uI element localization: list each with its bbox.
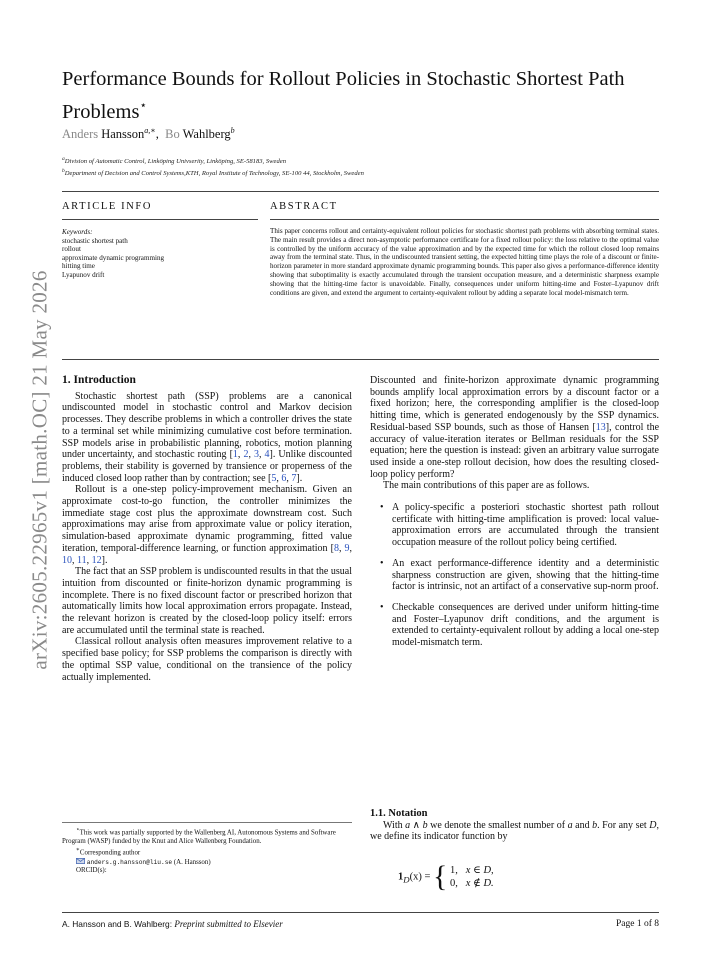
intro-paragraph-1: Stochastic shortest path (SSP) problems are a canonical undiscounted model in stochastic control and Markov decision processes. They describe problems in which a controller drives the state to a terminal set while minimizing cumulative cost before termination. SSP models arise in probabilistic planning, robotics, motion planning under uncertainty, and stochastic routing [1, 2, 3, 4]. Unlike discounted problems, their stability is governed by transience or properness of the induced closed loop rather than by contraction; see [5, 6, 7]. (62, 390, 353, 484)
abstract-divider (270, 219, 659, 220)
footnote-divider (62, 822, 352, 823)
contributions-list (370, 502, 659, 649)
envelope-icon (76, 858, 85, 864)
footer-note: Preprint submitted to Elsevier (174, 919, 283, 929)
corresponding-footnote: ∗Corresponding author (76, 847, 141, 857)
right-column (370, 375, 659, 658)
case-row-1: 1, x ∈ D, (450, 865, 494, 876)
keyword: stochastic shortest path (62, 236, 128, 245)
author-2-last: Wahlberg (182, 127, 231, 142)
cases-brace: { (433, 860, 448, 893)
email-link[interactable]: anders.g.hansson@liu.se (86, 858, 173, 866)
left-column (62, 375, 352, 683)
keyword: Lyapunov drift (62, 270, 105, 279)
citation-link[interactable]: 12 (91, 554, 102, 566)
affiliation-a-text: Division of Automatic Control, Linköping Univserity, Linköping, SE-58183, Sweden (64, 158, 286, 166)
author-list: Anders Hansson$^{a,∗}$, Bo Wahlberg$^b$ (62, 126, 235, 142)
case-row-2: 0, x ∉ D. (450, 878, 494, 889)
keyword: approximate dynamic programming (62, 253, 165, 262)
citation-link[interactable]: 8 (333, 542, 339, 554)
intro-paragraph-3: The fact that an SSP problem is undiscounted results in that the usual intuition from discounted or finite-horizon dynamic programming is incomplete. There is no fixed discount factor or prescribed horizon that automatically limits how local approximation errors propagate. Instead, the relevant horizon is created by the closed-loop policy itself: errors are accumulated until the terminal state is reached. (62, 566, 352, 636)
citation-link[interactable]: 9 (344, 542, 350, 554)
keywords-block: Keywords: stochastic shortest path rollout approximate dynamic programming hitting time Lyapunov drift (62, 228, 262, 280)
author-1-first: Anders (62, 127, 99, 142)
list-item: • Checkable consequences are derived under uniform hitting-time and Foster–Lyapunov drift conditions, and the argument is extended to certainty-equivalent rollout by adding a local one-step model-mismatch term. (370, 602, 659, 649)
notation-section (370, 808, 659, 843)
author-2-sup: b (230, 126, 235, 135)
author-1-last: Hansson (101, 127, 145, 142)
page-number: Page 1 of 8 (615, 919, 659, 929)
paper-title (62, 66, 662, 125)
orcid-line: ORCID(s): (76, 867, 107, 875)
top-divider (62, 191, 659, 192)
footnotes (62, 826, 352, 876)
author-1-sup: a,∗ (144, 126, 156, 135)
abstract-bottom-divider (62, 359, 659, 360)
citation-link[interactable]: 2 (243, 449, 249, 461)
citation-link[interactable]: 6 (281, 472, 287, 484)
notation-heading: 1.1. Notation (370, 808, 428, 819)
affiliation-a-sup: a (62, 156, 65, 162)
article-info-heading: ARTICLE INFO (62, 201, 153, 212)
abstract-text: This paper concerns rollout and certainty-equivalent rollout policies for stochastic shortest path problems with absorbing terminal states. The main result provides a direct non-asymptotic performance certificate for a fixed rollout policy: the loss relative to the optimal value is controlled by the uniform accuracy of the value approximation and by the expected time for which the rollout closed loop remains away from the terminal state. Thus, in the undiscounted transient setting, the expected hitting time plays the role of a discount or finite-horizon parameter in more standard approximate dynamic programming bounds. This paper also gives a performance-difference identity showing that suboptimality is exactly accumulated through the transient occupation measure, and a deterministic sharpness example showing that the hitting-time factor is unavoidable. Finally, consequences under uniform hitting-time and Foster–Lyapunov drift conditions are given, and extend the argument to certainty-equivalent rollout by adding a separate local model-mismatch term. (270, 227, 659, 297)
indicator-formula (398, 862, 494, 892)
intro-paragraph-4: Classical rollout analysis often measures improvement relative to a specified base policy; for SSP problems the comparison is directly with the optimal SSP value, conditional on the transience of the policy actually implemented. (62, 636, 352, 683)
indicator-argument: (x) = (409, 871, 431, 883)
keywords-label: Keywords (62, 228, 91, 236)
cases (450, 864, 494, 890)
indicator-subscript: D (403, 874, 410, 885)
article-info-divider (62, 219, 258, 220)
affiliation-b-text: Department of Decision and Control Systems,KTH, Royal Institute of Technology, SE-100 44, Stockholm, Sweden (64, 170, 364, 178)
affiliation-b (62, 168, 364, 177)
affiliation-a (62, 156, 286, 165)
author-2-first: Bo (165, 127, 180, 142)
introduction-heading: 1. Introduction (62, 374, 136, 386)
indicator-symbol: 1 (398, 871, 404, 883)
list-item: • An exact performance-difference identity and a deterministic sharpness construction are given, showing that the hitting-time factor is intrinsic, not an artifact of a conservative sup-norm proof. (370, 558, 659, 593)
funding-footnote: ⋆This work was partially supported by the Wallenberg AI, Autonomous Systems and Software Program (WASP) funded by the Knut and Alice Wallenberg Foundation. (62, 827, 336, 845)
keyword: rollout (62, 245, 81, 254)
citation-link[interactable]: 5 (271, 472, 277, 484)
footer-authors: A. Hansson and B. Wahlberg: (62, 919, 175, 929)
arxiv-stamp (20, 260, 60, 680)
title-footnote-mark: ⋆ (139, 98, 147, 112)
citation-link[interactable]: 7 (291, 472, 297, 484)
citation-link[interactable]: 13 (595, 421, 606, 433)
footer-divider (62, 912, 659, 913)
citation-link[interactable]: 10 (62, 554, 72, 566)
list-item: • A policy-specific a posteriori stochastic shortest path rollout certificate with hitting-time amplification is proved: local value-approximation errors are accumulated through the transient occupation measure of the rollout policy being certified. (370, 502, 659, 549)
citation-link[interactable]: 4 (264, 449, 270, 461)
email-line: anders.g.hansson@liu.se (A. Hansson) (62, 858, 352, 867)
citation-link[interactable]: 3 (254, 449, 259, 461)
contributions-intro: The main contributions of this paper are as follows. (383, 480, 590, 492)
intro-paragraph-2: Rollout is a one-step policy-improvement mechanism. Given an approximate cost-to-go function, the controller minimizes the immediate stage cost plus the approximate downstream cost. Such approximations may arise from approximate value or policy iteration, simulation-based approximate dynamic programming, fitted value iteration, temporal-difference learning, or function approximation [8, 9, 10, 11, 12]. (62, 484, 353, 566)
citation-link[interactable]: 11 (77, 554, 87, 566)
intro-paragraph-5: Discounted and finite-horizon approximate dynamic programming bounds amplify local approximation errors by a discount factor or a fixed horizon; here, the corresponding amplifier is the closed-loop hitting time, which is generated endogenously by the SSP dynamics. Residual-based SSP bounds, such as those of Hansen [13], control the accuracy of value-iteration iterates or Bellman residuals for the SSP equation; here the question is instead: given an arbitrary value surrogate used inside a one-step rollout decision, how does the resulting closed-loop policy perform? (370, 375, 660, 480)
keyword: hitting time (62, 262, 95, 271)
footer-left (62, 919, 283, 929)
notation-paragraph: With a ∧ b we denote the smallest number of a and b. For any set D, we define its indicator function by (370, 819, 659, 843)
arxiv-stamp-text: arXiv:2605.22965v1 [math.OC] 21 May 2026 (27, 270, 52, 670)
paper-title-text: Performance Bounds for Rollout Policies in Stochastic Shortest Path Problems (62, 68, 625, 123)
abstract-heading: ABSTRACT (270, 201, 338, 212)
citation-link[interactable]: 1 (232, 449, 238, 461)
affiliation-b-sup: b (62, 168, 65, 174)
